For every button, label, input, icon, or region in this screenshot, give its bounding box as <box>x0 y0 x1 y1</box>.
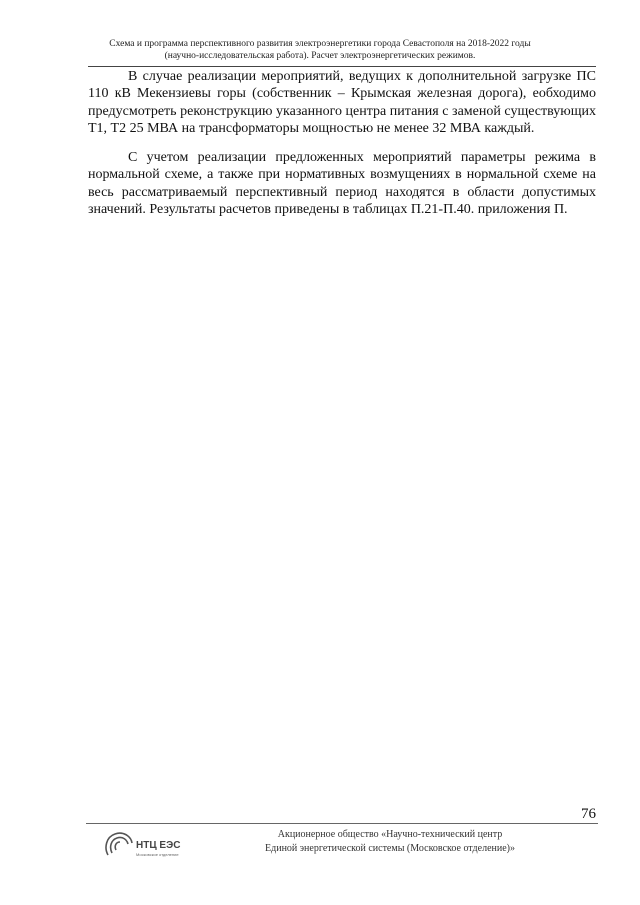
running-header <box>60 38 580 62</box>
header-line-1: Схема и программа перспективного развития электроэнергетики города Севастополя на 2018-2022 годы <box>109 39 531 49</box>
header-line-2: (научно-исследовательская работа). Расчет электроэнергетических режимов. <box>164 51 476 61</box>
page-number: 76 <box>581 806 596 822</box>
header-divider <box>88 66 596 67</box>
footer-line-2: Единой энергетической системы (Московское отделение)» <box>265 843 515 854</box>
paragraph-2: С учетом реализации предложенных мероприятий параметры режима в нормальной схеме, а также при нормативных возмущениях в нормальной схеме на весь рассматриваемый перспективный период находятся в области допустимых значений. Результаты расчетов приведены в таблицах П.21-П.40. приложения П. <box>88 150 596 218</box>
paragraph-1: В случае реализации мероприятий, ведущих к дополнительной загрузке ПС 110 кВ Мекензиевы горы (собственник – Крымская железная дорога), еобходимо предусмотреть реконструкцию указанного центра питания с заменой существующих Т1, Т2 25 МВА на трансформаторы мощностью не менее 32 МВА каждый. <box>88 69 596 136</box>
ntc-ees-logo <box>100 828 210 862</box>
body-text <box>88 68 596 230</box>
footer-line-1: Акционерное общество «Научно-технический центр <box>277 829 503 840</box>
footer-divider <box>86 823 598 824</box>
logo-subtext: Московское отделение <box>136 852 179 857</box>
footer-organization <box>200 828 580 856</box>
logo-text: НТЦ ЕЭС <box>136 840 181 851</box>
